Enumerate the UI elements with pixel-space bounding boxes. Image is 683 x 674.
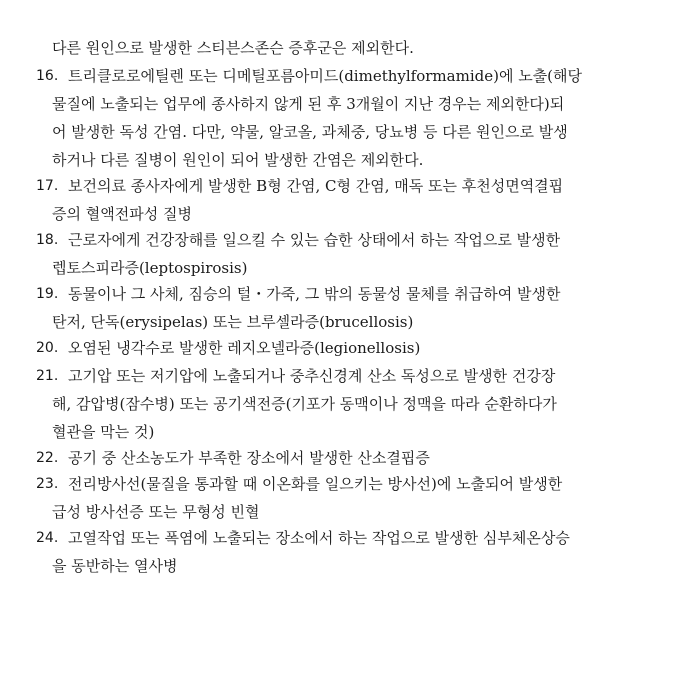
- item-number: 16.: [36, 68, 59, 84]
- item-number: 21.: [36, 368, 59, 384]
- item-number: 20.: [36, 340, 59, 356]
- item-number: 24.: [36, 530, 59, 546]
- line-text: 근로자에게 건강장해를 일으킬 수 있는 습한 상태에서 하는 작업으로 발생한: [68, 231, 561, 249]
- line-text: 트리클로로에틸렌 또는 디메틸포름아미드(dimethylformamide)에 노출(해당: [68, 67, 583, 85]
- line-text: 증의 혈액전파성 질병: [52, 205, 192, 223]
- line-text: 오염된 냉각수로 발생한 레지오넬라증(legionellosis): [68, 339, 421, 357]
- line-text: 해, 감압병(잠수병) 또는 공기색전증(기포가 동맥이나 정맥을 따라 순환하다가: [52, 395, 557, 413]
- line-text: 어 발생한 독성 간염. 다만, 약물, 알코올, 과체중, 당뇨병 등 다른 원인으로 발생: [52, 123, 568, 141]
- line-text: 물질에 노출되는 업무에 종사하지 않게 된 후 3개월이 지난 경우는 제외한다)되: [52, 95, 565, 113]
- line-text: 하거나 다른 질병이 원인이 되어 발생한 간염은 제외한다.: [52, 151, 424, 169]
- item-number: 22.: [36, 450, 59, 466]
- item-number: 23.: [36, 476, 59, 492]
- item-number: 17.: [36, 178, 59, 194]
- line-text: 급성 방사선증 또는 무형성 빈혈: [52, 503, 260, 521]
- line-text: 혈관을 막는 것): [52, 423, 155, 441]
- line-text: 동물이나 그 사체, 짐승의 털・가죽, 그 밖의 동물성 물체를 취급하여 발생한: [68, 285, 561, 303]
- item-number: 18.: [36, 232, 59, 248]
- line-text: 다른 원인으로 발생한 스티븐스존슨 증후군은 제외한다.: [52, 39, 414, 57]
- line-text: 전리방사선(물질을 통과할 때 이온화를 일으키는 방사선)에 노출되어 발생한: [68, 475, 563, 493]
- line-text: 렙토스피라증(leptospirosis): [52, 259, 248, 277]
- item-number: 19.: [36, 286, 59, 302]
- line-text: 탄저, 단독(erysipelas) 또는 브루셀라증(brucellosis): [52, 313, 414, 331]
- line-text: 공기 중 산소농도가 부족한 장소에서 발생한 산소결핍증: [68, 449, 430, 467]
- line-text: 고열작업 또는 폭염에 노출되는 장소에서 하는 작업으로 발생한 심부체온상승: [68, 529, 570, 547]
- line-text: 고기압 또는 저기압에 노출되거나 중추신경계 산소 독성으로 발생한 건강장: [68, 367, 556, 385]
- line-text: 을 동반하는 열사병: [52, 557, 178, 575]
- line-text: 보건의료 종사자에게 발생한 B형 간염, C형 간염, 매독 또는 후천성면역결핍: [68, 177, 564, 195]
